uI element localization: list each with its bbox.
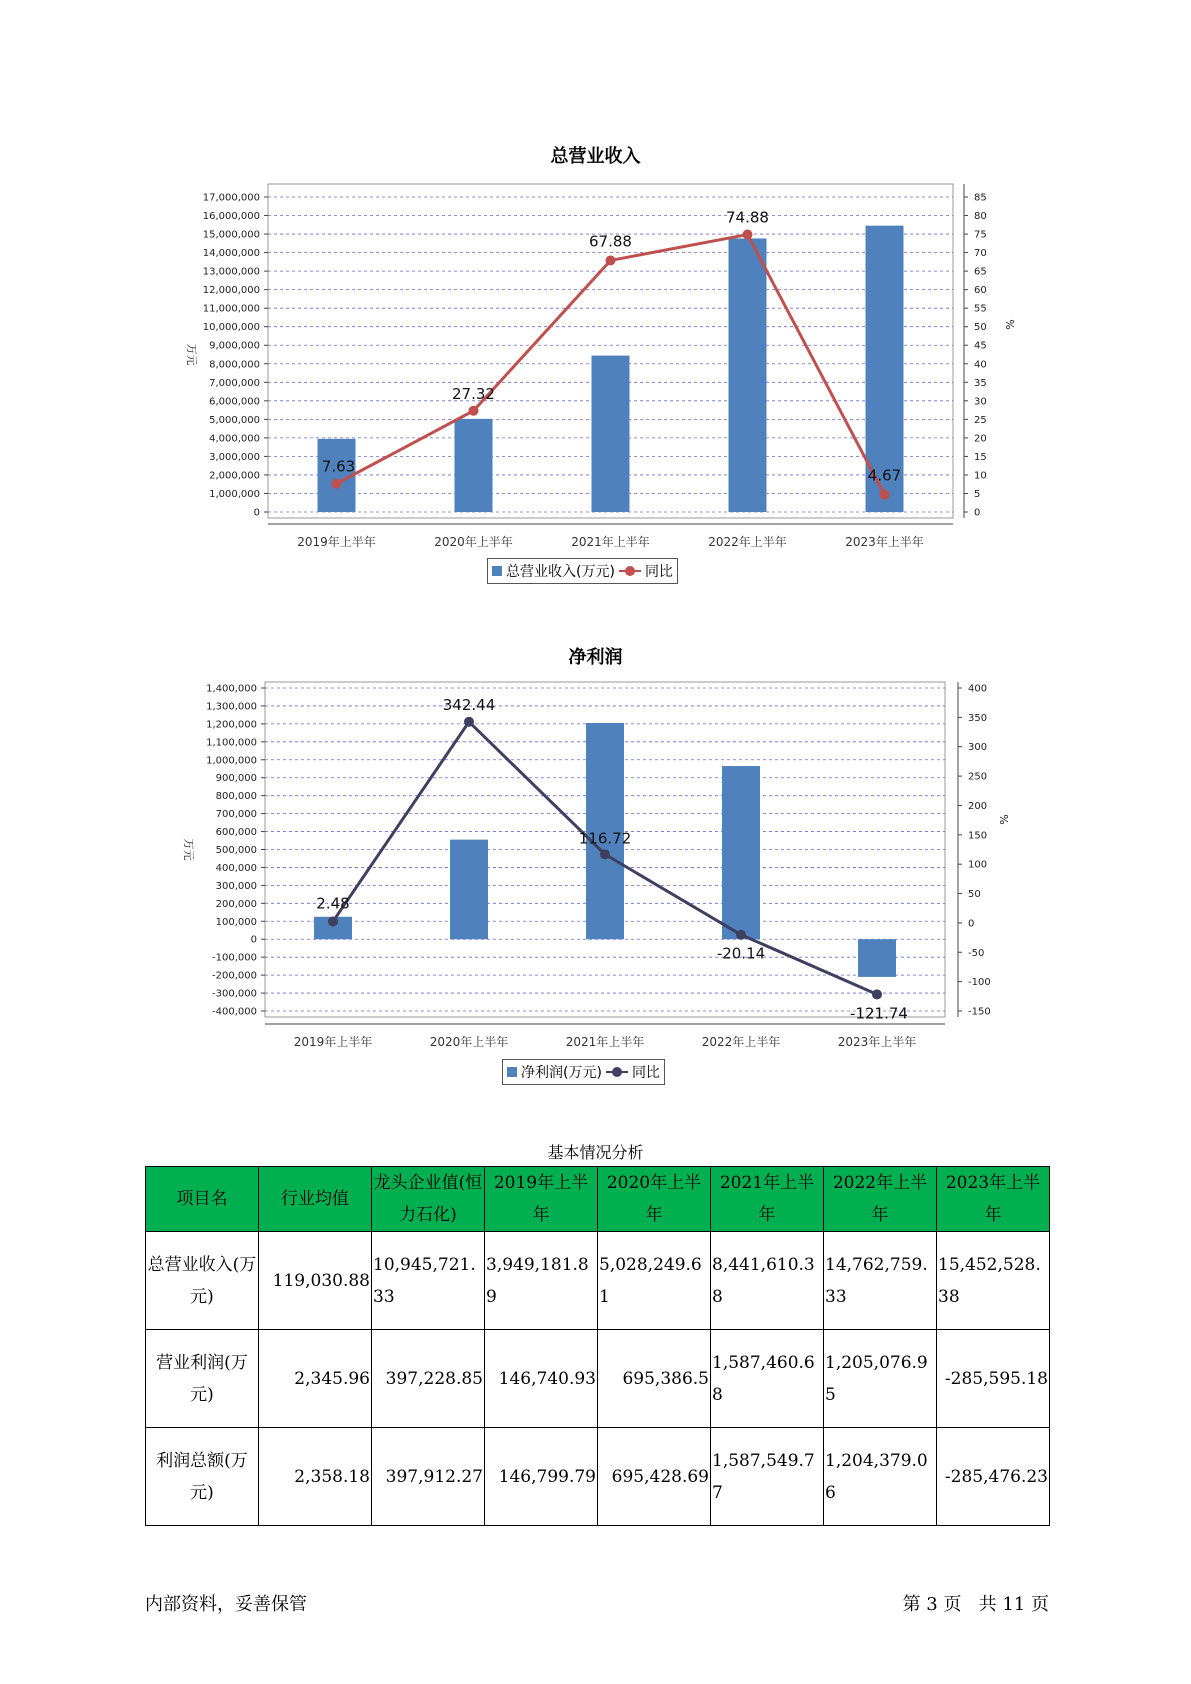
header-cell: 2021年上半年 [711,1167,824,1232]
value-cell: 1,587,549.77 [711,1428,824,1526]
value-cell: 397,228.85 [372,1330,485,1428]
yoy-point [736,930,746,940]
footer-page-number: 第 3 页 共 11 页 [902,1594,1049,1615]
value-cell: 8,441,610.38 [711,1232,824,1330]
yoy-point [332,479,342,489]
yoy-point [328,916,338,926]
bar [729,238,767,512]
y2-axis-tick-label: 15 [974,451,987,463]
x-axis-tick-label: 2021年上半年 [565,1035,645,1049]
yoy-data-label: -121.74 [850,1004,908,1023]
bar [450,840,488,940]
y2-axis-title: % [1003,319,1016,330]
y-axis-tick-label: 15,000,000 [202,229,260,241]
yoy-point [464,717,474,727]
header-cell: 2020年上半年 [598,1167,711,1232]
profit-chart-title: 净利润 [568,647,623,668]
y2-axis-tick-label: 350 [968,712,988,724]
table-title: 基本情况分析 [547,1143,644,1162]
y2-axis-tick-label: 85 [974,192,987,204]
y-axis-tick-label: 4,000,000 [209,433,260,445]
bar [722,766,760,939]
y-axis-tick-label: 600,000 [215,827,257,839]
y-axis-tick-label: 0 [253,507,260,519]
yoy-data-label: -20.14 [716,944,766,963]
bar-legend-swatch [507,1067,517,1077]
yoy-point [872,989,882,999]
y2-axis-tick-label: 250 [968,771,988,783]
line-legend-swatch [619,566,641,576]
y2-axis-tick-label: 200 [968,800,988,812]
y2-axis-tick-label: -50 [968,947,985,959]
bar [858,939,896,977]
x-axis-tick-label: 2022年上半年 [708,535,787,549]
y-axis-tick-label: 1,100,000 [206,737,257,749]
y-axis-tick-label: 300,000 [215,880,257,892]
y2-axis-tick-label: 100 [968,859,988,871]
y2-axis-tick-label: 65 [974,266,987,278]
header-cell: 2019年上半年 [485,1167,598,1232]
bar [592,356,630,512]
header-cell: 行业均值 [259,1167,372,1232]
header-cell: 2022年上半年 [824,1167,937,1232]
y-axis-tick-label: 100,000 [215,916,257,928]
y2-axis-tick-label: 400 [968,683,988,695]
revenue-legend-line-label: 同比 [644,564,673,580]
revenue-chart [0,0,1191,600]
value-cell: 10,945,721.33 [372,1232,485,1330]
y-axis-tick-label: 7,000,000 [209,377,260,389]
y-axis-tick-label: 400,000 [215,862,257,874]
value-cell: 2,358.18 [259,1428,372,1526]
y2-axis-tick-label: 45 [974,340,987,352]
y2-axis-tick-label: 35 [974,377,987,389]
value-cell: 695,386.5 [598,1330,711,1428]
header-cell: 项目名 [146,1167,259,1232]
profit-legend-line-label: 同比 [631,1065,660,1081]
table-header-row [146,1167,1050,1232]
x-axis-tick-label: 2019年上半年 [297,535,376,549]
y2-axis-tick-label: -100 [968,977,991,989]
value-cell: -285,476.23 [937,1428,1050,1526]
value-cell: 146,799.79 [485,1428,598,1526]
yoy-data-label: 342.44 [442,695,496,714]
y2-axis-tick-label: 75 [974,229,987,241]
header-cell: 龙头企业值(恒力石化) [372,1167,485,1232]
table-row [146,1330,1050,1428]
y-axis-tick-label: 10,000,000 [202,322,260,334]
x-axis-tick-label: 2020年上半年 [429,1035,509,1049]
y-axis-tick-label: 900,000 [215,773,257,785]
yoy-data-label: 116.72 [578,829,632,848]
yoy-data-label: 67.88 [589,232,632,251]
table-row [146,1428,1050,1526]
y2-axis-tick-label: 55 [974,303,987,315]
x-axis-tick-label: 2020年上半年 [434,535,513,549]
y-axis-tick-label: 1,000,000 [209,488,260,500]
y2-axis-tick-label: 60 [974,285,987,297]
value-cell: 397,912.27 [372,1428,485,1526]
y2-axis-tick-label: 300 [968,742,988,754]
basic-analysis-table [145,1166,1050,1526]
y-axis-tick-label: 1,400,000 [206,683,257,695]
y-axis-tick-label: 2,000,000 [209,470,260,482]
table-row [146,1232,1050,1330]
profit-chart [0,600,1191,1120]
y-axis-tick-label: 9,000,000 [209,340,260,352]
y2-axis-title: % [997,814,1010,825]
y2-axis-tick-label: 20 [974,433,987,445]
y2-axis-tick-label: 70 [974,248,987,260]
y-axis-tick-label: 8,000,000 [209,359,260,371]
y-axis-tick-label: 11,000,000 [202,303,260,315]
y2-axis-tick-label: 150 [968,830,988,842]
y2-axis-tick-label: 30 [974,396,987,408]
yoy-point [880,490,890,500]
profit-legend-bar-label: 净利润(万元) [521,1065,602,1081]
y-axis-tick-label: 0 [250,934,257,946]
y-axis-title: 万元 [182,838,195,861]
yoy-data-label: 2.48 [316,894,350,913]
row-name-cell: 营业利润(万元) [146,1330,259,1428]
y-axis-tick-label: 1,200,000 [206,719,257,731]
y-axis-tick-label: 13,000,000 [202,266,260,278]
yoy-data-label: 74.88 [726,208,769,227]
y2-axis-tick-label: 80 [974,211,987,223]
profit-chart-legend [502,1059,665,1085]
yoy-data-label: 7.63 [321,457,356,476]
y-axis-tick-label: 500,000 [215,845,257,856]
y2-axis-tick-label: 5 [974,488,981,500]
y-axis-tick-label: 3,000,000 [209,451,260,463]
yoy-data-label: 4.67 [867,466,902,485]
y-axis-tick-label: 700,000 [215,809,257,821]
value-cell: 3,949,181.89 [485,1232,598,1330]
value-cell: -285,595.18 [937,1330,1050,1428]
x-axis-tick-label: 2023年上半年 [845,535,924,549]
row-name-cell: 利润总额(万元) [146,1428,259,1526]
revenue-chart-legend [487,558,678,584]
header-cell: 2023年上半年 [937,1167,1050,1232]
y-axis-tick-label: 1,000,000 [206,755,257,767]
x-axis-tick-label: 2022年上半年 [701,1035,781,1049]
bar-legend-swatch [492,566,502,576]
yoy-point [606,255,616,265]
y-axis-tick-label: -300,000 [212,988,257,1000]
yoy-data-label: 27.32 [452,384,495,403]
y-axis-tick-label: -100,000 [212,952,257,964]
yoy-point [743,230,753,240]
y-axis-tick-label: 200,000 [215,898,257,910]
value-cell: 695,428.69 [598,1428,711,1526]
value-cell: 1,205,076.95 [824,1330,937,1428]
yoy-point [469,406,479,416]
value-cell: 119,030.88 [259,1232,372,1330]
bar [455,419,493,512]
x-axis-tick-label: 2023年上半年 [837,1035,917,1049]
row-name-cell: 总营业收入(万元) [146,1232,259,1330]
y-axis-tick-label: 12,000,000 [202,285,260,297]
line-legend-swatch [606,1067,628,1077]
y-axis-tick-label: 17,000,000 [202,192,260,204]
footer-confidential-note: 内部资料，妥善保管 [145,1594,307,1615]
y-axis-tick-label: 800,000 [215,791,257,803]
y2-axis-tick-label: -150 [968,1006,991,1018]
y2-axis-tick-label: 10 [974,470,987,482]
y-axis-tick-label: -400,000 [212,1006,257,1018]
value-cell: 146,740.93 [485,1330,598,1428]
y-axis-title: 万元 [185,343,198,366]
x-axis-tick-label: 2019年上半年 [293,1035,373,1049]
y2-axis-tick-label: 25 [974,414,987,426]
value-cell: 14,762,759.33 [824,1232,937,1330]
y2-axis-tick-label: 50 [968,889,981,901]
yoy-point [600,849,610,859]
x-axis-tick-label: 2021年上半年 [571,535,650,549]
value-cell: 2,345.96 [259,1330,372,1428]
y-axis-tick-label: 5,000,000 [209,414,260,426]
value-cell: 15,452,528.38 [937,1232,1050,1330]
y-axis-tick-label: 16,000,000 [202,211,260,223]
y-axis-tick-label: -200,000 [212,970,257,982]
value-cell: 5,028,249.61 [598,1232,711,1330]
value-cell: 1,204,379.06 [824,1428,937,1526]
revenue-legend-bar-label: 总营业收入(万元) [506,564,615,580]
y2-axis-tick-label: 50 [974,322,987,334]
y2-axis-tick-label: 40 [974,359,987,371]
y2-axis-tick-label: 0 [968,918,975,930]
value-cell: 1,587,460.68 [711,1330,824,1428]
y-axis-tick-label: 14,000,000 [202,248,260,260]
y-axis-tick-label: 1,300,000 [206,701,257,713]
y2-axis-tick-label: 0 [974,507,981,519]
y-axis-tick-label: 6,000,000 [209,396,260,408]
revenue-chart-title: 总营业收入 [550,146,641,167]
